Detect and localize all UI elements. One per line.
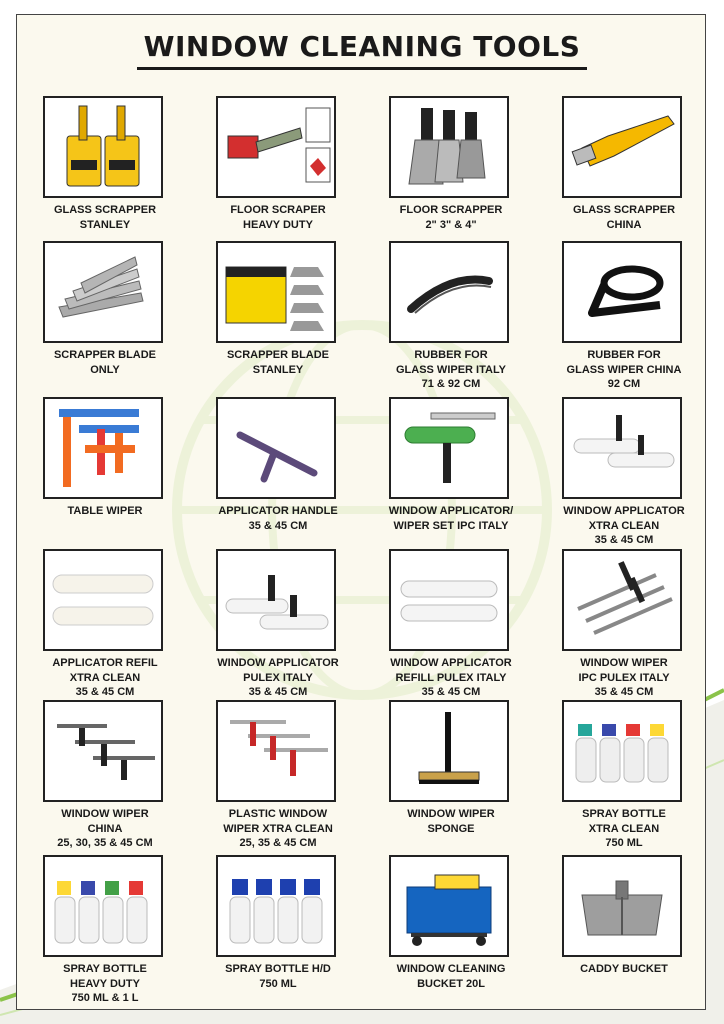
product-image bbox=[562, 397, 682, 499]
product-image bbox=[43, 397, 163, 499]
white-applicators-icon bbox=[564, 399, 680, 497]
product-image bbox=[216, 855, 336, 957]
product-image bbox=[43, 96, 163, 198]
product-image bbox=[389, 397, 509, 499]
rubber-roll-icon bbox=[564, 243, 680, 341]
t-bar-handle-icon bbox=[218, 399, 334, 497]
pulex-applicators-icon bbox=[218, 551, 334, 649]
product-image bbox=[389, 96, 509, 198]
rubber-strip-icon bbox=[391, 243, 507, 341]
product-image bbox=[216, 96, 336, 198]
yellow-scraper-package-icon bbox=[45, 98, 161, 196]
product-image bbox=[389, 549, 509, 651]
product-label: GLASS SCRAPPER STANLEY bbox=[53, 204, 157, 231]
product-image bbox=[562, 241, 682, 343]
product-label: SCRAPPER BLADE STANLEY bbox=[226, 349, 330, 376]
product-image bbox=[216, 241, 336, 343]
spray-bottles-color-icon bbox=[564, 702, 680, 800]
page-title: WINDOW CLEANING TOOLS bbox=[143, 30, 581, 63]
metal-squeegees-icon bbox=[564, 551, 680, 649]
green-applicator-set-icon bbox=[391, 399, 507, 497]
product-label: PLASTIC WINDOW WIPER XTRA CLEAN 25, 35 & 45 CM bbox=[223, 808, 333, 849]
product-label: RUBBER FOR GLASS WIPER ITALY 71 & 92 CM bbox=[395, 349, 506, 390]
product-image bbox=[43, 549, 163, 651]
product-image bbox=[562, 700, 682, 802]
cleaning-bucket-icon bbox=[391, 857, 507, 955]
product-label: WINDOW WIPER CHINA 25, 30, 35 & 45 CM bbox=[57, 808, 153, 849]
product-label: SPRAY BOTTLE HEAVY DUTY 750 ML & 1 L bbox=[63, 963, 147, 1004]
spray-bottles-heavy-icon bbox=[45, 857, 161, 955]
product-image bbox=[389, 855, 509, 957]
product-image bbox=[216, 549, 336, 651]
product-label: FLOOR SCRAPER HEAVY DUTY bbox=[230, 204, 326, 231]
product-label: RUBBER FOR GLASS WIPER CHINA 92 CM bbox=[566, 349, 682, 390]
putty-knives-icon bbox=[391, 98, 507, 196]
yellow-glass-scraper-icon bbox=[564, 98, 680, 196]
product-label: FLOOR SCRAPPER 2" 3" & 4" bbox=[399, 204, 503, 231]
pulex-refills-icon bbox=[391, 551, 507, 649]
product-image bbox=[562, 96, 682, 198]
product-label: WINDOW APPLICATOR/ WIPER SET IPC ITALY bbox=[388, 505, 514, 532]
snap-blades-icon bbox=[45, 243, 161, 341]
applicator-refills-icon bbox=[45, 551, 161, 649]
product-image bbox=[216, 700, 336, 802]
product-label: WINDOW WIPER IPC PULEX ITALY 35 & 45 CM bbox=[578, 657, 670, 698]
product-label: WINDOW APPLICATOR XTRA CLEAN 35 & 45 CM bbox=[563, 505, 685, 546]
product-image bbox=[43, 700, 163, 802]
spray-bottles-blue-icon bbox=[218, 857, 334, 955]
product-label: APPLICATOR HANDLE 35 & 45 CM bbox=[218, 505, 338, 532]
product-label: SPRAY BOTTLE H/D 750 ML bbox=[225, 963, 331, 990]
china-squeegees-icon bbox=[45, 702, 161, 800]
product-label: GLASS SCRAPPER CHINA bbox=[572, 204, 676, 231]
blade-pack-icon bbox=[218, 243, 334, 341]
product-image bbox=[216, 397, 336, 499]
product-label: SCRAPPER BLADE ONLY bbox=[53, 349, 157, 376]
product-label: SPRAY BOTTLE XTRA CLEAN 750 ML bbox=[582, 808, 666, 849]
product-label: TABLE WIPER bbox=[67, 505, 143, 517]
heavy-duty-scraper-icon bbox=[218, 98, 334, 196]
product-label: WINDOW WIPER SPONGE bbox=[407, 808, 495, 835]
table-wiper-icon bbox=[45, 399, 161, 497]
product-image bbox=[562, 855, 682, 957]
sponge-wiper-icon bbox=[391, 702, 507, 800]
product-image bbox=[43, 855, 163, 957]
product-label: CADDY BUCKET bbox=[580, 963, 668, 975]
product-image bbox=[389, 700, 509, 802]
product-label: WINDOW APPLICATOR PULEX ITALY 35 & 45 CM bbox=[217, 657, 339, 698]
product-image bbox=[389, 241, 509, 343]
product-label: APPLICATOR REFIL XTRA CLEAN 35 & 45 CM bbox=[52, 657, 158, 698]
product-label: WINDOW APPLICATOR REFILL PULEX ITALY 35 & 45 CM bbox=[390, 657, 512, 698]
product-image bbox=[562, 549, 682, 651]
product-image bbox=[43, 241, 163, 343]
caddy-bucket-icon bbox=[564, 857, 680, 955]
product-label: WINDOW CLEANING BUCKET 20L bbox=[396, 963, 506, 990]
plastic-squeegees-icon bbox=[218, 702, 334, 800]
